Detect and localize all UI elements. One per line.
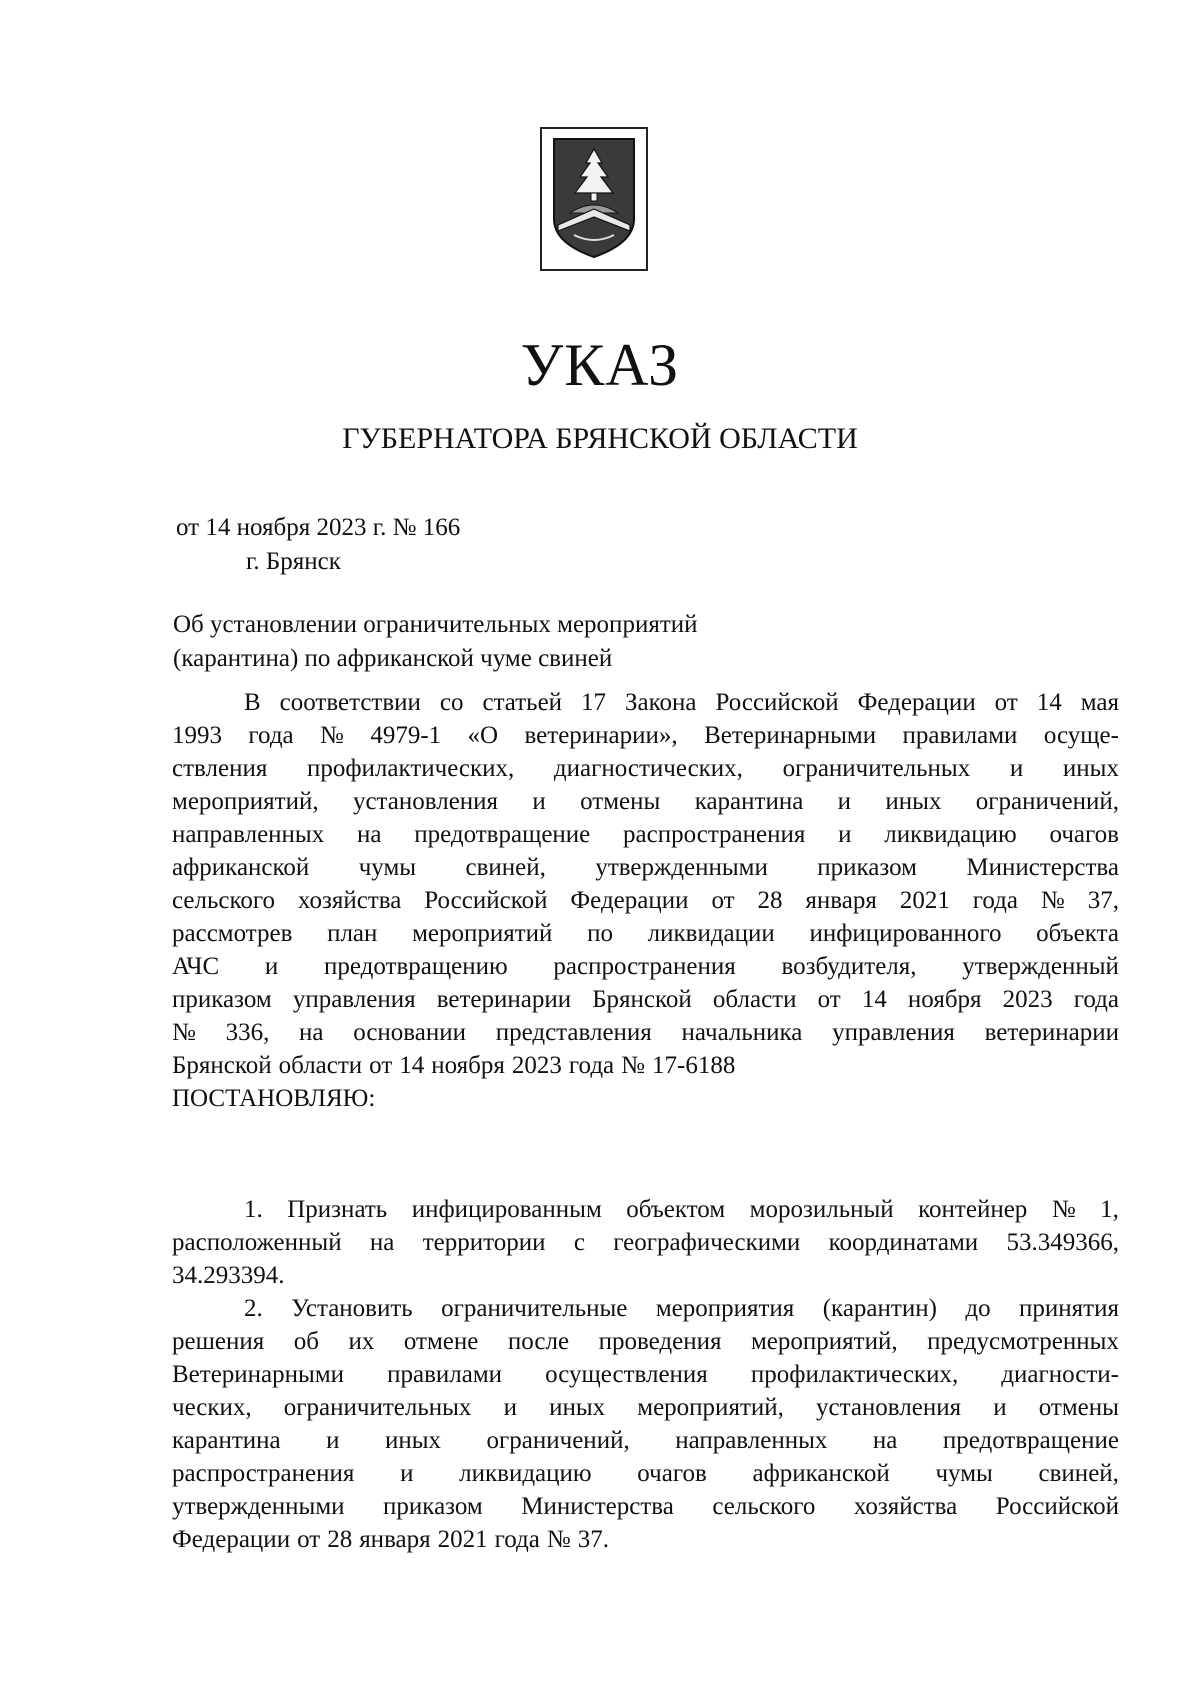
paragraph-line: 34.293394. [172,1262,285,1289]
paragraph-line: Ветеринарными правилами осуществления профилактических, диагности- [172,1361,1119,1388]
paragraph-line: ствления профилактических, диагностических, ограничительных и иных [172,755,1119,782]
preamble-paragraph [172,686,1119,1115]
document-city: г. Брянск [246,548,341,575]
item-2-paragraph [172,1292,1119,1556]
paragraph-line: 2. Установить ограничительные мероприятия (карантин) до принятия [244,1295,1119,1322]
paragraph-line: 1993 года № 4979-1 «О ветеринарии», Ветеринарными правилами осуще- [172,722,1119,749]
paragraph-line: карантина и иных ограничений, направленных на предотвращение [172,1427,1119,1454]
document-issuer: ГУБЕРНАТОРА БРЯНСКОЙ ОБЛАСТИ [342,422,858,455]
paragraph-line: африканской чумы свиней, утвержденными приказом Министерства [172,854,1119,881]
paragraph-line: ческих, ограничительных и иных мероприятий, установления и отмены [172,1394,1119,1421]
paragraph-line: утвержденными приказом Министерства сельского хозяйства Российской [172,1493,1119,1520]
subject-line: (карантина) по африканской чуме свиней [173,645,613,672]
subject-line: Об установлении ограничительных мероприятий [173,611,698,638]
paragraph-line: решения об их отмене после проведения мероприятий, предусмотренных [172,1328,1119,1355]
paragraph-line: Брянской области от 14 ноября 2023 года № 17-6188 [172,1052,736,1079]
paragraph-line: приказом управления ветеринарии Брянской области от 14 ноября 2023 года [172,986,1119,1013]
document-date-number: от 14 ноября 2023 г. № 166 [176,514,461,541]
paragraph-line: 1. Признать инфицированным объектом морозильный контейнер № 1, [244,1196,1119,1223]
paragraph-line: Федерации от 28 января 2021 года № 37. [172,1526,609,1553]
paragraph-line: мероприятий, установления и отмены карантина и иных ограничений, [172,788,1119,815]
document-subject [173,608,873,676]
paragraph-line: № 336, на основании представления начальника управления ветеринарии [172,1019,1119,1046]
paragraph-line: распространения и ликвидацию очагов африканской чумы свиней, [172,1460,1119,1487]
document-title: УКАЗ [520,332,680,398]
item-1-paragraph [172,1193,1119,1292]
paragraph-line: В соответствии со статьей 17 Закона Российской Федерации от 14 мая [244,689,1119,716]
coat-of-arms-emblem [540,127,648,271]
paragraph-line: расположенный на территории с географическими координатами 53.349366, [172,1229,1119,1256]
paragraph-line: сельского хозяйства Российской Федерации от 28 января 2021 года № 37, [172,887,1119,914]
paragraph-line: АЧС и предотвращению распространения возбудителя, утвержденный [172,953,1119,980]
decree-keyword: ПОСТАНОВЛЯЮ: [172,1085,376,1112]
paragraph-line: рассмотрев план мероприятий по ликвидации инфицированного объекта [172,920,1119,947]
paragraph-line: направленных на предотвращение распространения и ликвидацию очагов [172,821,1119,848]
